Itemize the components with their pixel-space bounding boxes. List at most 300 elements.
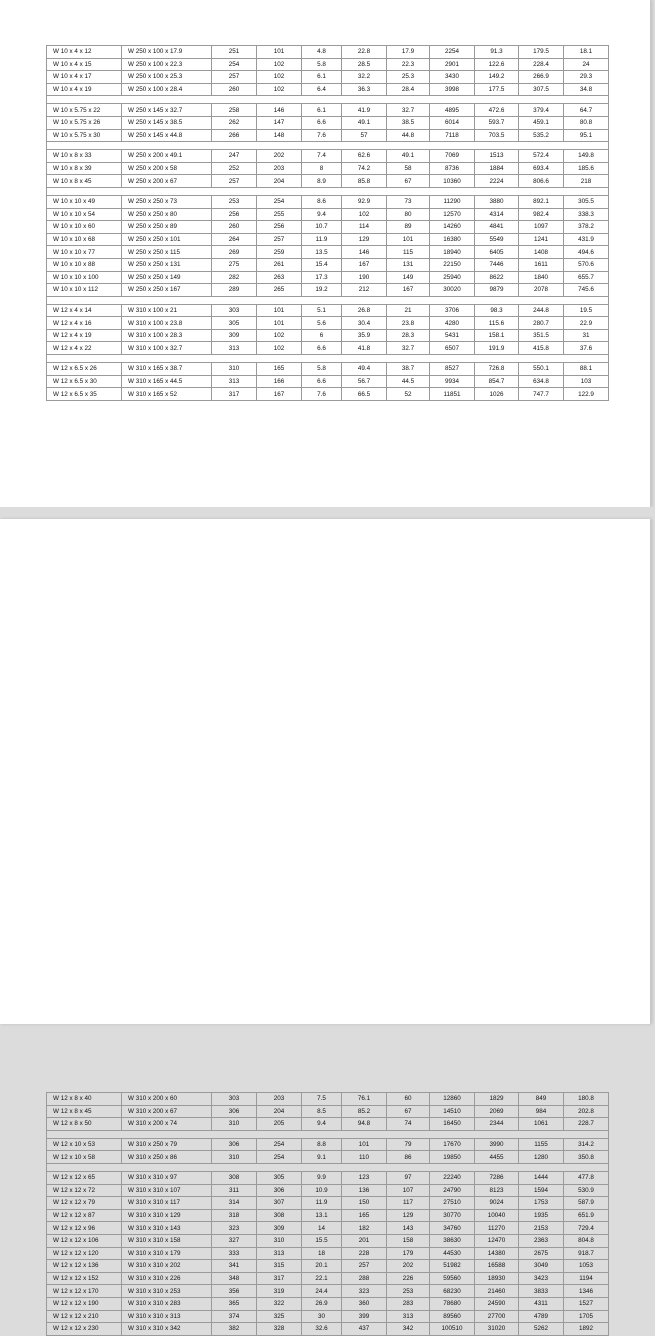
value-cell: 16380 — [430, 233, 475, 246]
value-cell: 264 — [212, 233, 257, 246]
value-cell: 38.5 — [387, 116, 430, 129]
value-cell: 1280 — [519, 1151, 564, 1164]
metric-designation-cell: W 250 x 145 x 38.5 — [122, 116, 212, 129]
value-cell: 2901 — [430, 58, 475, 71]
value-cell: 12570 — [430, 208, 475, 221]
value-cell: 6405 — [475, 246, 519, 259]
table-body-2 — [47, 1093, 609, 1336]
value-cell: 41.8 — [342, 342, 387, 355]
value-cell: 15.5 — [302, 1234, 342, 1247]
value-cell: 51982 — [430, 1260, 475, 1273]
value-cell: 288 — [342, 1272, 387, 1285]
table-row — [47, 83, 609, 96]
value-cell: 102 — [257, 342, 302, 355]
value-cell: 351.5 — [519, 329, 564, 342]
value-cell: 117 — [387, 1197, 430, 1210]
value-cell: 27700 — [475, 1310, 519, 1323]
page-gap — [0, 507, 655, 519]
value-cell: 56.7 — [342, 375, 387, 388]
value-cell: 16588 — [475, 1260, 519, 1273]
value-cell: 7118 — [430, 129, 475, 142]
value-cell: 4455 — [475, 1151, 519, 1164]
value-cell: 257 — [212, 175, 257, 188]
imperial-designation-cell: W 10 x 8 x 39 — [47, 162, 122, 175]
value-cell: 8527 — [430, 363, 475, 376]
value-cell: 14380 — [475, 1247, 519, 1260]
value-cell: 67 — [387, 1105, 430, 1118]
metric-designation-cell: W 250 x 250 x 167 — [122, 284, 212, 297]
document-page-2 — [0, 519, 651, 1333]
value-cell: 143 — [387, 1222, 430, 1235]
value-cell: 59560 — [430, 1272, 475, 1285]
table-row — [47, 46, 609, 59]
imperial-designation-cell: W 12 x 12 x 87 — [47, 1209, 122, 1222]
value-cell: 7.4 — [302, 150, 342, 163]
value-cell: 399 — [342, 1310, 387, 1323]
value-cell: 107 — [387, 1184, 430, 1197]
imperial-designation-cell: W 10 x 5.75 x 22 — [47, 104, 122, 117]
value-cell: 179.5 — [519, 46, 564, 59]
imperial-designation-cell: W 10 x 8 x 33 — [47, 150, 122, 163]
value-cell: 1026 — [475, 388, 519, 401]
value-cell: 68230 — [430, 1285, 475, 1298]
value-cell: 1840 — [519, 271, 564, 284]
imperial-designation-cell: W 10 x 8 x 45 — [47, 175, 122, 188]
value-cell: 58 — [387, 162, 430, 175]
value-cell: 2254 — [430, 46, 475, 59]
value-cell: 166 — [257, 375, 302, 388]
value-cell: 44530 — [430, 1247, 475, 1260]
value-cell: 306 — [257, 1184, 302, 1197]
value-cell: 66.5 — [342, 388, 387, 401]
table-row — [47, 208, 609, 221]
table-row — [47, 58, 609, 71]
imperial-designation-cell: W 12 x 12 x 79 — [47, 1197, 122, 1210]
value-cell: 11851 — [430, 388, 475, 401]
value-cell: 306 — [212, 1105, 257, 1118]
metric-designation-cell: W 310 x 310 x 283 — [122, 1297, 212, 1310]
value-cell: 9024 — [475, 1197, 519, 1210]
value-cell: 49.1 — [387, 150, 430, 163]
value-cell: 314.2 — [564, 1138, 609, 1151]
value-cell: 3423 — [519, 1272, 564, 1285]
value-cell: 459.1 — [519, 116, 564, 129]
value-cell: 89560 — [430, 1310, 475, 1323]
metric-designation-cell: W 310 x 165 x 38.7 — [122, 363, 212, 376]
value-cell: 146 — [257, 104, 302, 117]
table-row — [47, 116, 609, 129]
group-spacer — [47, 1163, 609, 1171]
table-row — [47, 1151, 609, 1164]
metric-designation-cell: W 250 x 145 x 32.7 — [122, 104, 212, 117]
value-cell: 1155 — [519, 1138, 564, 1151]
value-cell: 317 — [212, 388, 257, 401]
imperial-designation-cell: W 12 x 10 x 53 — [47, 1138, 122, 1151]
metric-designation-cell: W 310 x 310 x 143 — [122, 1222, 212, 1235]
table-row — [47, 104, 609, 117]
value-cell: 6.6 — [302, 375, 342, 388]
value-cell: 14260 — [430, 221, 475, 234]
group-spacer — [47, 355, 609, 363]
value-cell: 550.1 — [519, 363, 564, 376]
metric-designation-cell: W 310 x 165 x 44.5 — [122, 375, 212, 388]
value-cell: 9.4 — [302, 1118, 342, 1131]
value-cell: 322 — [257, 1297, 302, 1310]
value-cell: 32.7 — [387, 104, 430, 117]
value-cell: 379.4 — [519, 104, 564, 117]
metric-designation-cell: W 250 x 200 x 49.1 — [122, 150, 212, 163]
value-cell: 303 — [212, 304, 257, 317]
value-cell: 328 — [257, 1323, 302, 1336]
value-cell: 30.4 — [342, 317, 387, 330]
value-cell: 202 — [387, 1260, 430, 1273]
value-cell: 530.9 — [564, 1184, 609, 1197]
value-cell: 317 — [257, 1272, 302, 1285]
value-cell: 1884 — [475, 162, 519, 175]
value-cell: 7.6 — [302, 388, 342, 401]
value-cell: 88.1 — [564, 363, 609, 376]
value-cell: 11290 — [430, 195, 475, 208]
value-cell: 982.4 — [519, 208, 564, 221]
value-cell: 6.6 — [302, 116, 342, 129]
value-cell: 378.2 — [564, 221, 609, 234]
value-cell: 305 — [257, 1171, 302, 1184]
metric-designation-cell: W 250 x 100 x 22.3 — [122, 58, 212, 71]
imperial-designation-cell: W 10 x 10 x 68 — [47, 233, 122, 246]
value-cell: 280.7 — [519, 317, 564, 330]
value-cell: 283 — [387, 1297, 430, 1310]
value-cell: 4311 — [519, 1297, 564, 1310]
value-cell: 10.7 — [302, 221, 342, 234]
group-spacer — [47, 96, 609, 104]
value-cell: 26.9 — [302, 1297, 342, 1310]
value-cell: 18 — [302, 1247, 342, 1260]
value-cell: 265 — [257, 284, 302, 297]
value-cell: 129 — [342, 233, 387, 246]
value-cell: 806.6 — [519, 175, 564, 188]
value-cell: 5.1 — [302, 304, 342, 317]
value-cell: 269 — [212, 246, 257, 259]
value-cell: 307.5 — [519, 83, 564, 96]
value-cell: 8.8 — [302, 1138, 342, 1151]
value-cell: 310 — [257, 1234, 302, 1247]
value-cell: 308 — [257, 1209, 302, 1222]
metric-designation-cell: W 310 x 100 x 21 — [122, 304, 212, 317]
value-cell: 10360 — [430, 175, 475, 188]
value-cell: 306 — [212, 1138, 257, 1151]
value-cell: 313 — [387, 1310, 430, 1323]
metric-designation-cell: W 310 x 200 x 74 — [122, 1118, 212, 1131]
value-cell: 325 — [257, 1310, 302, 1323]
metric-designation-cell: W 310 x 310 x 158 — [122, 1234, 212, 1247]
value-cell: 257 — [342, 1260, 387, 1273]
value-cell: 431.9 — [564, 233, 609, 246]
table-row — [47, 71, 609, 84]
value-cell: 854.7 — [475, 375, 519, 388]
value-cell: 350.8 — [564, 1151, 609, 1164]
value-cell: 203 — [257, 162, 302, 175]
value-cell: 13.1 — [302, 1209, 342, 1222]
value-cell: 98.3 — [475, 304, 519, 317]
value-cell: 305 — [212, 317, 257, 330]
value-cell: 191.9 — [475, 342, 519, 355]
value-cell: 25940 — [430, 271, 475, 284]
value-cell: 1829 — [475, 1093, 519, 1106]
value-cell: 10040 — [475, 1209, 519, 1222]
value-cell: 1753 — [519, 1197, 564, 1210]
value-cell: 5.8 — [302, 363, 342, 376]
value-cell: 182 — [342, 1222, 387, 1235]
value-cell: 7.6 — [302, 129, 342, 142]
table-row — [47, 1247, 609, 1260]
value-cell: 31020 — [475, 1323, 519, 1336]
table-row — [47, 329, 609, 342]
value-cell: 535.2 — [519, 129, 564, 142]
value-cell: 17.3 — [302, 271, 342, 284]
value-cell: 314 — [212, 1197, 257, 1210]
value-cell: 212 — [342, 284, 387, 297]
value-cell: 9.4 — [302, 208, 342, 221]
metric-designation-cell: W 250 x 250 x 115 — [122, 246, 212, 259]
value-cell: 12470 — [475, 1234, 519, 1247]
value-cell: 315 — [257, 1260, 302, 1273]
table-row — [47, 317, 609, 330]
value-cell: 1408 — [519, 246, 564, 259]
value-cell: 655.7 — [564, 271, 609, 284]
value-cell: 8123 — [475, 1184, 519, 1197]
value-cell: 8.5 — [302, 1105, 342, 1118]
imperial-designation-cell: W 10 x 4 x 15 — [47, 58, 122, 71]
value-cell: 202 — [257, 150, 302, 163]
value-cell: 303 — [212, 1093, 257, 1106]
value-cell: 266.9 — [519, 71, 564, 84]
value-cell: 28.5 — [342, 58, 387, 71]
value-cell: 494.6 — [564, 246, 609, 259]
imperial-designation-cell: W 12 x 6.5 x 35 — [47, 388, 122, 401]
value-cell: 97 — [387, 1171, 430, 1184]
value-cell: 254 — [257, 1151, 302, 1164]
value-cell: 313 — [257, 1247, 302, 1260]
value-cell: 22240 — [430, 1171, 475, 1184]
value-cell: 254 — [257, 195, 302, 208]
value-cell: 150 — [342, 1197, 387, 1210]
value-cell: 62.6 — [342, 150, 387, 163]
table-row — [47, 388, 609, 401]
value-cell: 849 — [519, 1093, 564, 1106]
value-cell: 228.4 — [519, 58, 564, 71]
metric-designation-cell: W 250 x 200 x 67 — [122, 175, 212, 188]
value-cell: 103 — [564, 375, 609, 388]
value-cell: 7069 — [430, 150, 475, 163]
table-row — [47, 271, 609, 284]
value-cell: 12860 — [430, 1093, 475, 1106]
metric-designation-cell: W 250 x 100 x 28.4 — [122, 83, 212, 96]
value-cell: 73 — [387, 195, 430, 208]
imperial-designation-cell: W 10 x 4 x 12 — [47, 46, 122, 59]
value-cell: 6.6 — [302, 342, 342, 355]
value-cell: 1194 — [564, 1272, 609, 1285]
value-cell: 313 — [212, 375, 257, 388]
value-cell: 5.6 — [302, 317, 342, 330]
value-cell: 23.8 — [387, 317, 430, 330]
value-cell: 28.4 — [387, 83, 430, 96]
imperial-designation-cell: W 12 x 12 x 72 — [47, 1184, 122, 1197]
imperial-designation-cell: W 12 x 8 x 50 — [47, 1118, 122, 1131]
value-cell: 2363 — [519, 1234, 564, 1247]
value-cell: 1513 — [475, 150, 519, 163]
value-cell: 1935 — [519, 1209, 564, 1222]
metric-designation-cell: W 310 x 310 x 129 — [122, 1209, 212, 1222]
table-body-1 — [47, 46, 609, 401]
value-cell: 28.3 — [387, 329, 430, 342]
section-properties-table-2 — [46, 1092, 609, 1336]
value-cell: 167 — [257, 388, 302, 401]
value-cell: 19.5 — [564, 304, 609, 317]
value-cell: 6 — [302, 329, 342, 342]
imperial-designation-cell: W 12 x 12 x 136 — [47, 1260, 122, 1273]
value-cell: 80.8 — [564, 116, 609, 129]
value-cell: 7286 — [475, 1171, 519, 1184]
value-cell: 7.5 — [302, 1093, 342, 1106]
table-row — [47, 246, 609, 259]
value-cell: 3833 — [519, 1285, 564, 1298]
value-cell: 570.6 — [564, 258, 609, 271]
value-cell: 149.8 — [564, 150, 609, 163]
value-cell: 177.5 — [475, 83, 519, 96]
value-cell: 17670 — [430, 1138, 475, 1151]
table-row — [47, 1118, 609, 1131]
metric-designation-cell: W 250 x 145 x 44.8 — [122, 129, 212, 142]
value-cell: 167 — [342, 258, 387, 271]
value-cell: 11.9 — [302, 233, 342, 246]
value-cell: 202.8 — [564, 1105, 609, 1118]
value-cell: 49.1 — [342, 116, 387, 129]
value-cell: 382 — [212, 1323, 257, 1336]
value-cell: 244.8 — [519, 304, 564, 317]
value-cell: 19.2 — [302, 284, 342, 297]
value-cell: 15.4 — [302, 258, 342, 271]
value-cell: 4841 — [475, 221, 519, 234]
value-cell: 338.3 — [564, 208, 609, 221]
metric-designation-cell: W 310 x 310 x 342 — [122, 1323, 212, 1336]
imperial-designation-cell: W 12 x 4 x 14 — [47, 304, 122, 317]
value-cell: 31 — [564, 329, 609, 342]
value-cell: 365 — [212, 1297, 257, 1310]
table-row — [47, 221, 609, 234]
value-cell: 60 — [387, 1093, 430, 1106]
value-cell: 356 — [212, 1285, 257, 1298]
value-cell: 24790 — [430, 1184, 475, 1197]
table-row — [47, 1285, 609, 1298]
value-cell: 185.6 — [564, 162, 609, 175]
value-cell: 44.8 — [387, 129, 430, 142]
imperial-designation-cell: W 12 x 12 x 65 — [47, 1171, 122, 1184]
value-cell: 4.8 — [302, 46, 342, 59]
value-cell: 8622 — [475, 271, 519, 284]
value-cell: 34760 — [430, 1222, 475, 1235]
value-cell: 5.8 — [302, 58, 342, 71]
value-cell: 7446 — [475, 258, 519, 271]
value-cell: 13.5 — [302, 246, 342, 259]
imperial-designation-cell: W 10 x 5.75 x 26 — [47, 116, 122, 129]
value-cell: 44.5 — [387, 375, 430, 388]
value-cell: 1705 — [564, 1310, 609, 1323]
table-row — [47, 195, 609, 208]
value-cell: 102 — [257, 58, 302, 71]
metric-designation-cell: W 250 x 250 x 101 — [122, 233, 212, 246]
value-cell: 79 — [387, 1138, 430, 1151]
value-cell: 341 — [212, 1260, 257, 1273]
table-row — [47, 175, 609, 188]
imperial-designation-cell: W 12 x 12 x 210 — [47, 1310, 122, 1323]
value-cell: 2675 — [519, 1247, 564, 1260]
value-cell: 252 — [212, 162, 257, 175]
value-cell: 158.1 — [475, 329, 519, 342]
value-cell: 307 — [257, 1197, 302, 1210]
value-cell: 115.6 — [475, 317, 519, 330]
imperial-designation-cell: W 12 x 6.5 x 26 — [47, 363, 122, 376]
table-row — [47, 375, 609, 388]
value-cell: 27510 — [430, 1197, 475, 1210]
imperial-designation-cell: W 10 x 4 x 17 — [47, 71, 122, 84]
value-cell: 593.7 — [475, 116, 519, 129]
table-row — [47, 1138, 609, 1151]
value-cell: 729.4 — [564, 1222, 609, 1235]
value-cell: 9.1 — [302, 1151, 342, 1164]
value-cell: 67 — [387, 175, 430, 188]
value-cell: 102 — [257, 329, 302, 342]
table-row — [47, 1272, 609, 1285]
value-cell: 260 — [212, 221, 257, 234]
imperial-designation-cell: W 12 x 12 x 120 — [47, 1247, 122, 1260]
value-cell: 85.2 — [342, 1105, 387, 1118]
value-cell: 101 — [257, 46, 302, 59]
value-cell: 148 — [257, 129, 302, 142]
imperial-designation-cell: W 12 x 12 x 190 — [47, 1297, 122, 1310]
value-cell: 2153 — [519, 1222, 564, 1235]
group-spacer — [47, 187, 609, 195]
value-cell: 247 — [212, 150, 257, 163]
value-cell: 35.9 — [342, 329, 387, 342]
value-cell: 86 — [387, 1151, 430, 1164]
value-cell: 327 — [212, 1234, 257, 1247]
metric-designation-cell: W 310 x 100 x 32.7 — [122, 342, 212, 355]
value-cell: 634.8 — [519, 375, 564, 388]
metric-designation-cell: W 310 x 200 x 60 — [122, 1093, 212, 1106]
value-cell: 2224 — [475, 175, 519, 188]
value-cell: 726.8 — [475, 363, 519, 376]
metric-designation-cell: W 310 x 310 x 179 — [122, 1247, 212, 1260]
value-cell: 703.5 — [475, 129, 519, 142]
value-cell: 110 — [342, 1151, 387, 1164]
value-cell: 892.1 — [519, 195, 564, 208]
value-cell: 64.7 — [564, 104, 609, 117]
value-cell: 131 — [387, 258, 430, 271]
value-cell: 37.6 — [564, 342, 609, 355]
value-cell: 693.4 — [519, 162, 564, 175]
value-cell: 3880 — [475, 195, 519, 208]
value-cell: 3998 — [430, 83, 475, 96]
value-cell: 228 — [342, 1247, 387, 1260]
table-row — [47, 342, 609, 355]
value-cell: 2344 — [475, 1118, 519, 1131]
metric-designation-cell: W 310 x 310 x 226 — [122, 1272, 212, 1285]
value-cell: 52 — [387, 388, 430, 401]
value-cell: 165 — [342, 1209, 387, 1222]
value-cell: 254 — [212, 58, 257, 71]
value-cell: 21 — [387, 304, 430, 317]
value-cell: 25.3 — [387, 71, 430, 84]
